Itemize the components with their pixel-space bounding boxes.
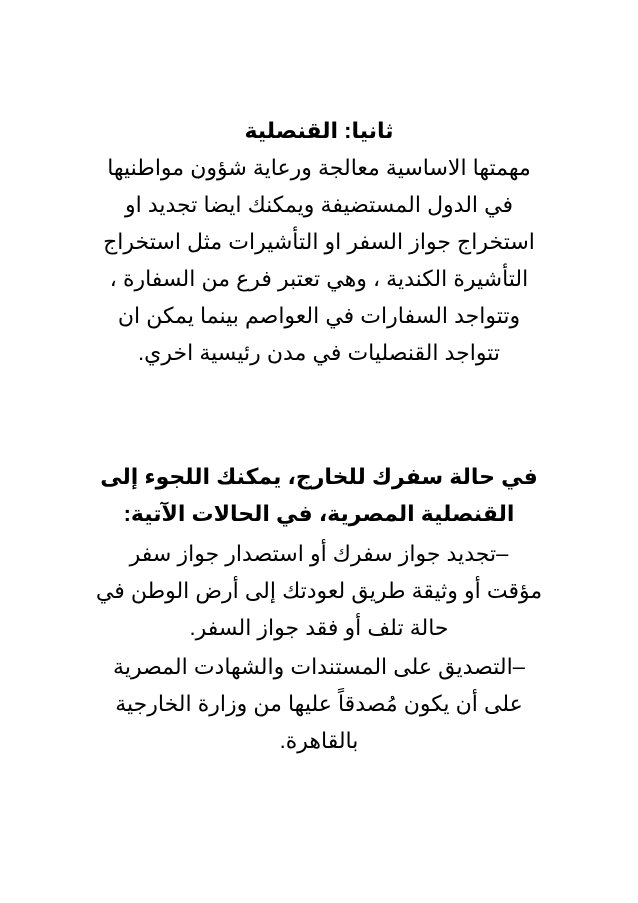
paragraph-line: مهمتها الاساسية معالجة ورعاية شؤون مواطنيها bbox=[107, 155, 531, 180]
consulate-section bbox=[90, 112, 548, 371]
item-line: –تجديد جواز سفرك أو استصدار جواز سفر bbox=[129, 541, 509, 566]
cases-heading bbox=[100, 458, 538, 532]
paragraph-line: وتتواجد السفارات في العواصم بينما يمكن ان bbox=[117, 303, 521, 328]
paragraph-line: في الدول المستضيفة ويمكنك ايضا تجديد او bbox=[124, 192, 514, 217]
section-title: ثانيا: القنصلية bbox=[244, 118, 394, 143]
item-line: بالقاهرة. bbox=[279, 728, 359, 753]
item-line: مؤقت أو وثيقة طريق لعودتك إلى أرض الوطن في bbox=[95, 578, 543, 603]
heading-line: القنصلية المصرية، في الحالات الآتية: bbox=[123, 501, 515, 526]
document-certification-item bbox=[92, 648, 546, 759]
item-line: –التصديق على المستندات والشهادت المصرية bbox=[113, 654, 525, 679]
heading-line: في حالة سفرك للخارج، يمكنك اللجوء إلى bbox=[100, 464, 538, 489]
item-line: حالة تلف أو فقد جواز السفر. bbox=[189, 615, 449, 640]
paragraph-line: استخراج جواز السفر او التأشيرات مثل استخراج bbox=[103, 229, 535, 254]
passport-renewal-item bbox=[80, 535, 558, 646]
paragraph-line: التأشيرة الكندية ، وهي تعتبر فرع من السفارة ، bbox=[109, 266, 529, 291]
item-line: على أن يكون مُصدقاً عليها من وزارة الخارجية bbox=[115, 691, 523, 716]
paragraph-line: تتواجد القنصليات في مدن رئيسية اخري. bbox=[138, 340, 500, 365]
